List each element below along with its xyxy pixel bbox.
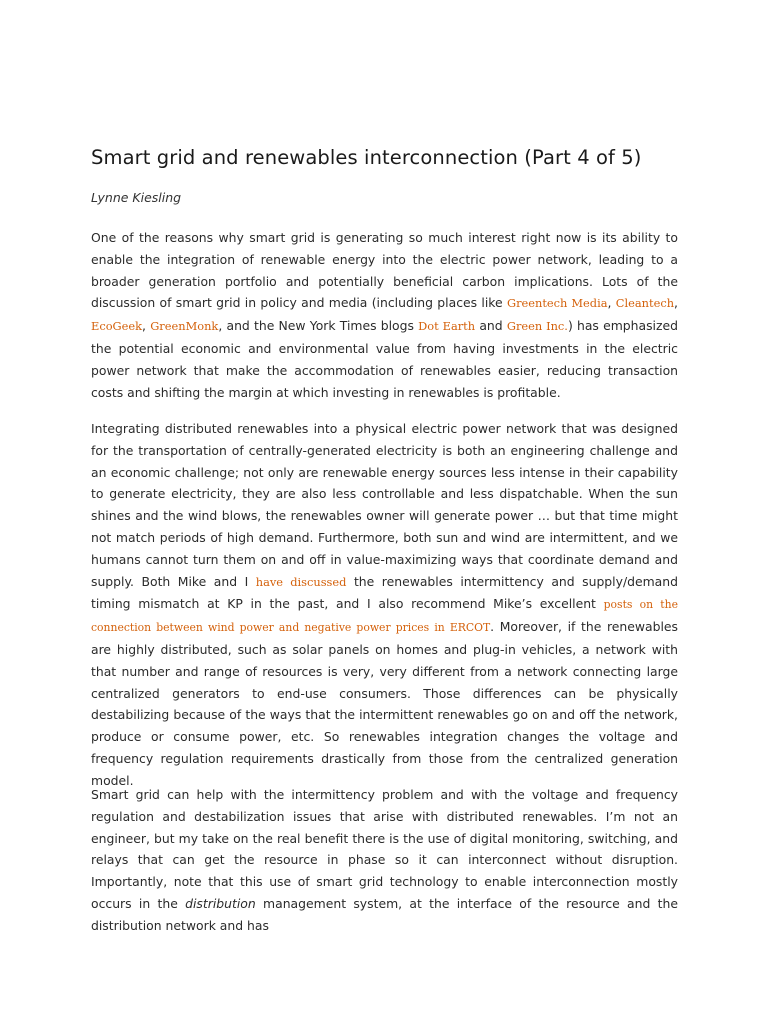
paragraph-text: Integrating distributed renewables into a physical electric power network that was designed for the transportation of centrally-generated electricity is both an engineering challenge and an economic challenge; not only are renewable energy sources less intense in their capability to generate electricity, they are also less controllable and less dispatchable. When the sun shines and the wind blows, the renewables owner will generate power … but that time might not match periods of high demand. Furthermore, both sun and wind are intermittent, and we humans cannot turn them on and off in value-maximizing ways that coordinate demand and supply. Both Mike and I (91, 421, 678, 589)
paragraph-text: management system, at the interface of the resource and the distribution network and has (91, 895, 678, 933)
link-have-discussed[interactable]: have discussed (255, 574, 347, 589)
separator: , (674, 295, 678, 311)
paragraph-1 (91, 227, 678, 403)
separator: , (607, 295, 616, 311)
paragraph-text: Smart grid can help with the intermittency problem and with the voltage and frequency regulation and destabilization issues that arise with distributed renewables. I’m not an engineer, but my take on the real benefit there is the use of digital monitoring, switching, and relays that can get the resource in phase so it can interconnect without disruption. Importantly, note that this use of smart grid technology to enable interconnection mostly occurs in the (91, 787, 678, 911)
article-author: Lynne Kiesling (91, 190, 182, 205)
paragraph-text: ) has emphasized the potential economic and environmental value from having investments in the electric power network that make the accommodation of renewables easier, reducing transaction costs and shifting the margin at which investing in renewables is profitable. (91, 318, 678, 400)
article-title: Smart grid and renewables interconnection (Part 4 of 5) (91, 146, 642, 169)
link-green-inc[interactable]: Green Inc. (506, 319, 568, 334)
emphasis-distribution: distribution (185, 895, 256, 911)
paragraph-text: the renewables intermittency and supply/demand timing mismatch at KP in the past, and I also recommend Mike’s excellent (91, 573, 678, 612)
link-cleantech[interactable]: Cleantech (615, 296, 675, 311)
paragraph-2 (91, 418, 678, 792)
paragraph-text: , and the New York Times blogs (218, 318, 419, 334)
paragraph-3 (91, 784, 678, 937)
paragraph-text: One of the reasons why smart grid is generating so much interest right now is its ability to enable the integration of renewable energy into the electric power network, leading to a broader generation portfolio and potentially beneficial carbon implications. Lots of the discussion of smart grid in policy and media (including places like (91, 230, 678, 311)
link-greentech-media[interactable]: Greentech Media (506, 296, 608, 311)
separator: , (142, 318, 151, 334)
link-dot-earth[interactable]: Dot Earth (418, 319, 476, 334)
link-greenmonk[interactable]: GreenMonk (150, 319, 219, 334)
separator: and (475, 318, 507, 334)
link-wind-power-negative-prices[interactable]: posts on the connection between wind power and negative power prices in ERCOT (91, 598, 678, 635)
link-ecogeek[interactable]: EcoGeek (91, 319, 143, 334)
paragraph-text: . Moreover, if the renewables are highly distributed, such as solar panels on homes and plug-in vehicles, a network with that number and range of resources is very, very different from a network connecting large centralized generators to end-use consumers. Those differences can be physically destabilizing because of the ways that the intermittent renewables go on and off the network, produce or consume power, etc. So renewables integration changes the voltage and frequency regulation requirements drastically from those from the centralized generation model. (91, 619, 678, 788)
